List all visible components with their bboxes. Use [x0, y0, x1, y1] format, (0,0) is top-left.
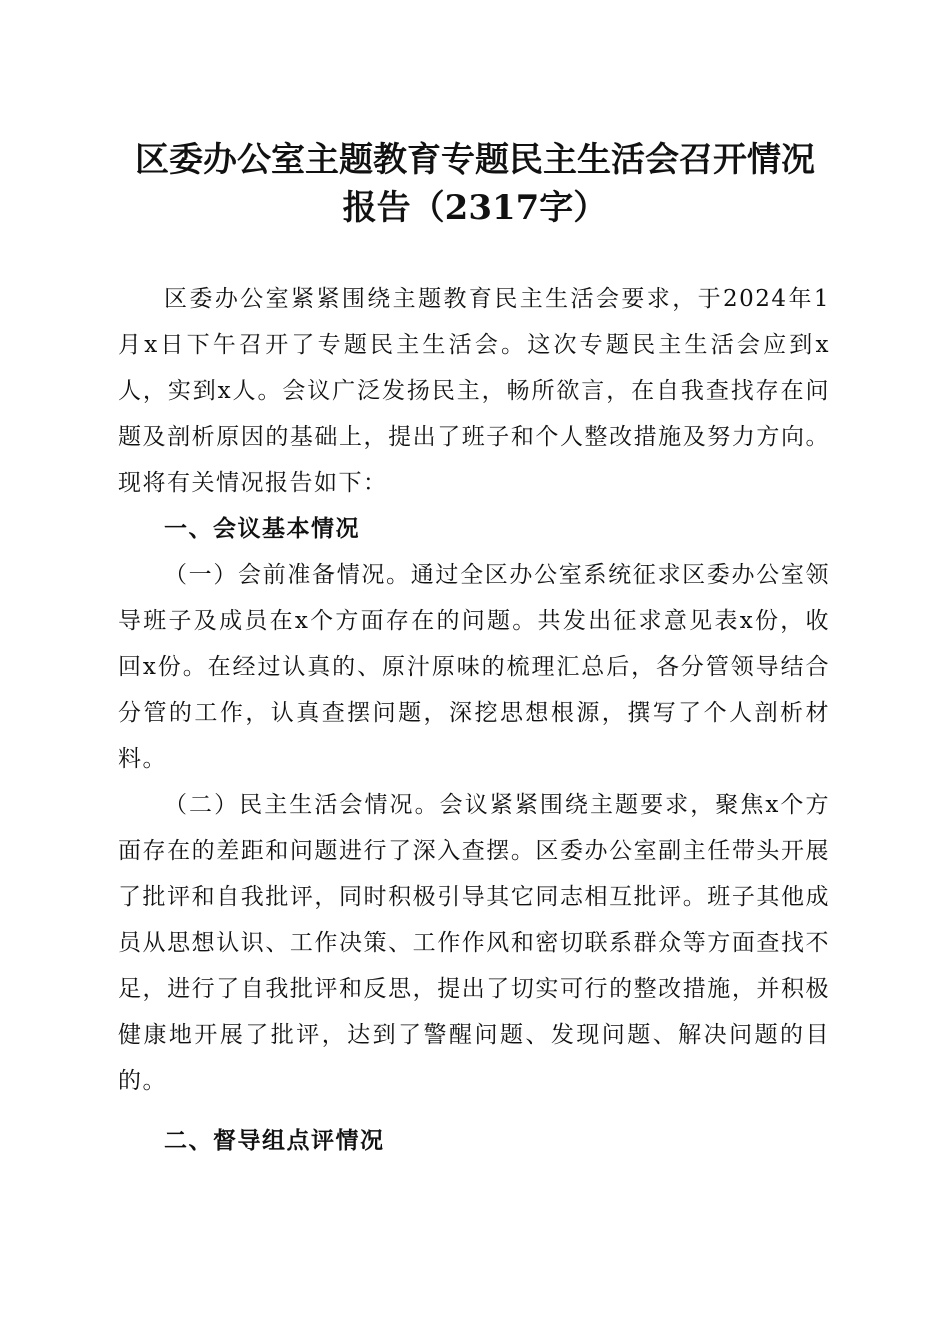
section-heading-2: 二、督导组点评情况	[164, 1127, 385, 1154]
subsection-paragraph-1: （一）会前准备情况。通过全区办公室系统征求区委办公室领导班子及成员在x个方面存在的问题。共发出征求意见表x份，收回x份。在经过认真的、原汁原味的梳理汇总后，各分管领导结合分管的工作，认真查摆问题，深挖思想根源，撰写了个人剖析材料。	[118, 562, 830, 772]
paragraph-spacer	[118, 1104, 830, 1118]
title-line-2: 报告（2317字）	[342, 188, 608, 228]
document-title	[95, 136, 855, 232]
intro-paragraph: 区委办公室紧紧围绕主题教育民主生活会要求，于2024年1月x日下午召开了专题民主生活会。这次专题民主生活会应到x人，实到x人。会议广泛发扬民主，畅所欲言，在自我查找存在问题及剖析原因的基础上，提出了班子和个人整改措施及努力方向。现将有关情况报告如下：	[118, 286, 830, 496]
section-heading-1: 一、会议基本情况	[164, 515, 360, 542]
title-line-1: 区委办公室主题教育专题民主生活会召开情况	[135, 140, 815, 180]
document-body	[118, 276, 830, 1164]
subsection-paragraph-2: （二）民主生活会情况。会议紧紧围绕主题要求，聚焦x个方面存在的差距和问题进行了深入查摆。区委办公室副主任带头开展了批评和自我批评，同时积极引导其它同志相互批评。班子其他成员从思想认识、工作决策、工作作风和密切联系群众等方面查找不足，进行了自我批评和反思，提出了切实可行的整改措施，并积极健康地开展了批评，达到了警醒问题、发现问题、解决问题的目的。	[118, 792, 830, 1094]
